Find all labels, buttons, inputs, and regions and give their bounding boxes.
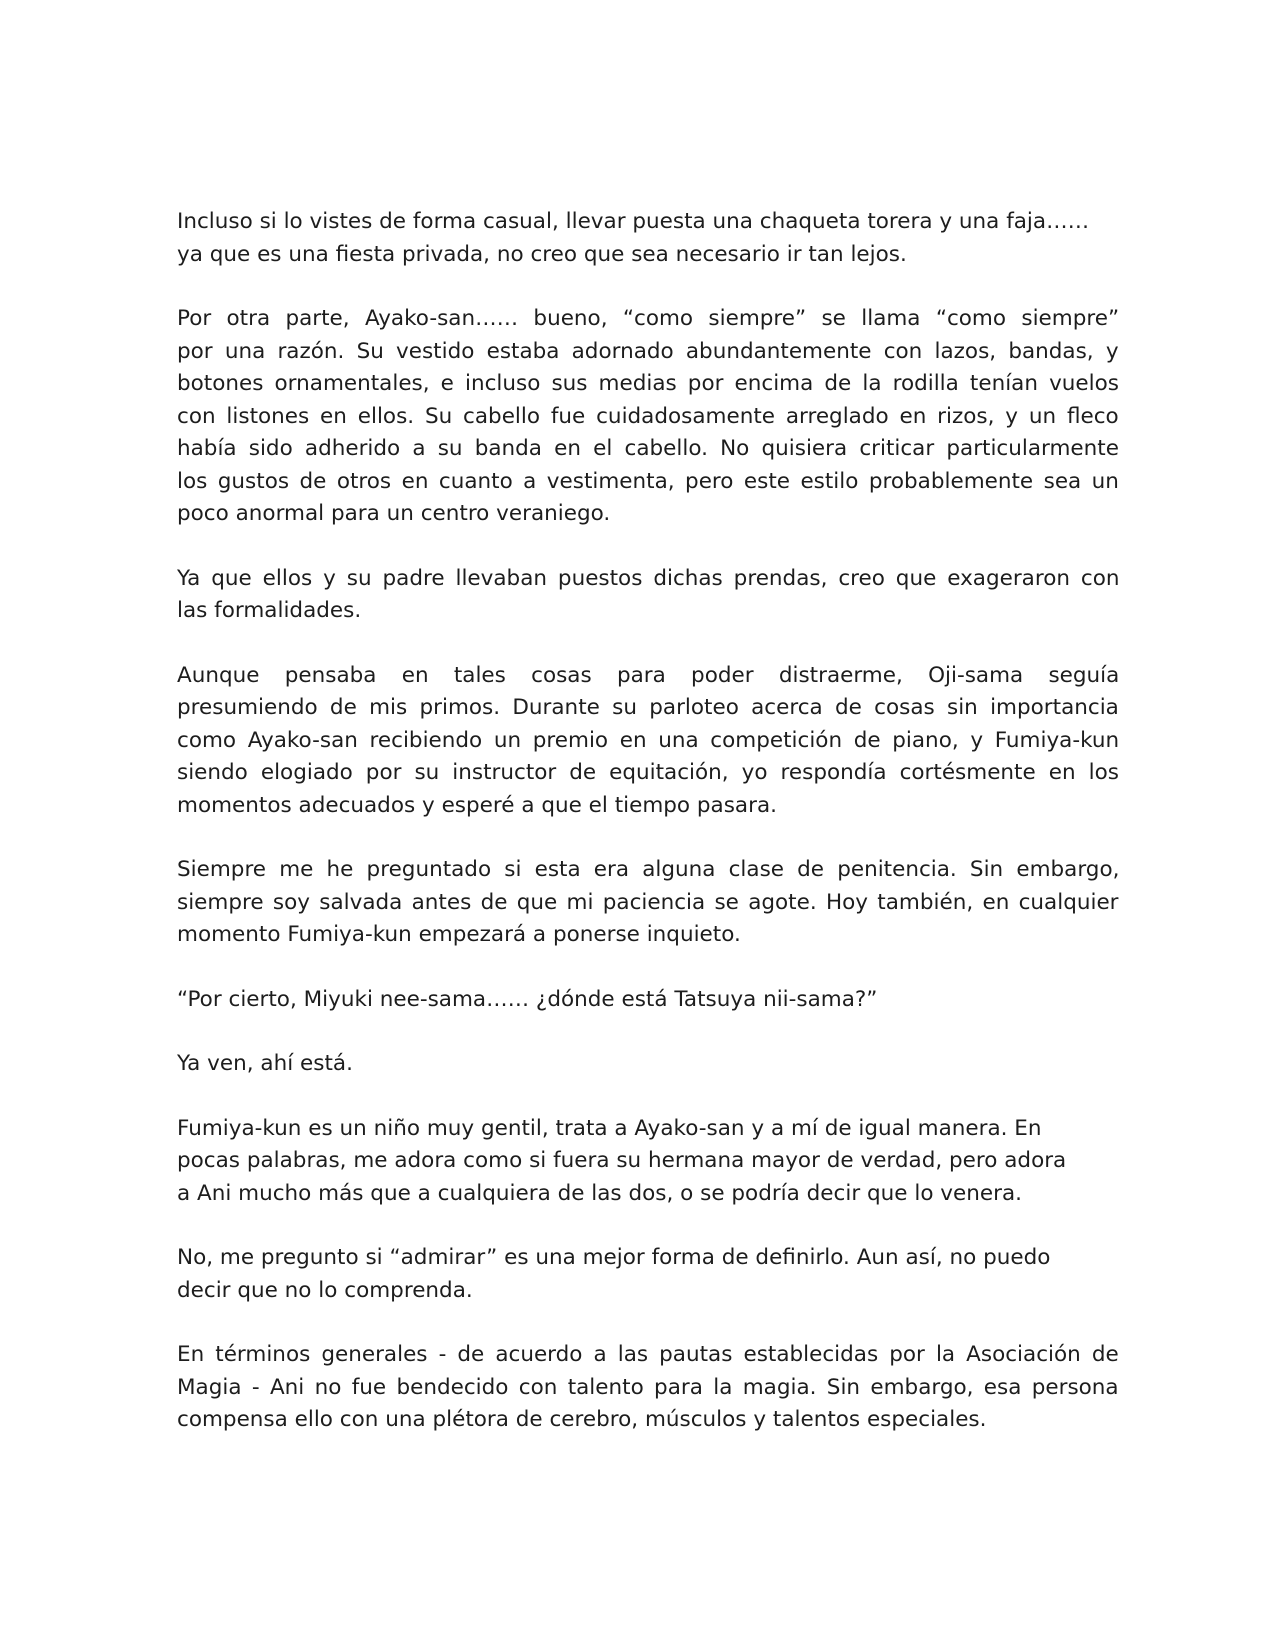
paragraph: [177, 1242, 1119, 1307]
text-line: por una razón. Su vestido estaba adornado abundantemente con lazos, bandas, y: [177, 338, 1119, 364]
text-line: a Ani mucho más que a cualquiera de las dos, o se podría decir que lo venera.: [177, 1180, 1022, 1206]
paragraph: [177, 303, 1119, 531]
paragraph: [177, 206, 1119, 271]
text-line: Ya ven, ahí está.: [177, 1051, 353, 1076]
text-line: botones ornamentales, e incluso sus medias por encima de la rodilla tenían vuelos: [177, 371, 1119, 396]
text-line: las formalidades.: [177, 598, 362, 623]
paragraph: [177, 984, 1119, 1017]
text-line: poco anormal para un centro veraniego.: [177, 501, 611, 526]
text-line: decir que no lo comprenda.: [177, 1277, 473, 1303]
text-line: Siempre me he preguntado si esta era alguna clase de penitencia. Sin embargo,: [177, 857, 1120, 882]
text-line: Aunque pensaba en tales cosas para poder distraerme, Oji-sama seguía: [177, 662, 1120, 688]
text-line: No, me pregunto si “admirar” es una mejor forma de definirlo. Aun así, no puedo: [177, 1245, 1051, 1270]
text-line: siendo elogiado por su instructor de equitación, yo respondía cortésmente en los: [177, 760, 1119, 785]
text-line: como Ayako-san recibiendo un premio en una competición de piano, y Fumiya-kun: [177, 727, 1120, 753]
text-line: presumiendo de mis primos. Durante su parloteo acerca de cosas sin importancia: [177, 695, 1119, 720]
text-line: ya que es una fiesta privada, no creo que sea necesario ir tan lejos.: [177, 241, 907, 267]
text-line: con listones en ellos. Su cabello fue cuidadosamente arreglado en rizos, y un fleco: [177, 403, 1119, 429]
paragraph: [177, 1339, 1119, 1437]
text-line: Incluso si lo vistes de forma casual, llevar puesta una chaqueta torera y una faja……: [177, 209, 1090, 234]
paragraph: [177, 660, 1119, 823]
text-line: pocas palabras, me adora como si fuera su hermana mayor de verdad, pero adora: [177, 1148, 1067, 1173]
text-line: los gustos de otros en cuanto a vestimenta, pero este estilo probablemente sea un: [177, 468, 1119, 494]
text-line: Magia - Ani no fue bendecido con talento para la magia. Sin embargo, esa persona: [177, 1374, 1119, 1400]
text-line: había sido adherido a su banda en el cabello. No quisiera criticar particularmente: [177, 436, 1119, 461]
paragraph: [177, 1048, 1119, 1081]
text-line: “Por cierto, Miyuki nee-sama…… ¿dónde está Tatsuya nii-sama?”: [177, 986, 878, 1012]
text-line: Fumiya-kun es un niño muy gentil, trata a Ayako-san y a mí de igual manera. En: [177, 1115, 1042, 1141]
text-line: Ya que ellos y su padre llevaban puestos dichas prendas, creo que exageraron con: [177, 565, 1120, 591]
text-line: En términos generales - de acuerdo a las pautas establecidas por la Asociación de: [177, 1342, 1119, 1367]
text-line: momentos adecuados y esperé a que el tiempo pasara.: [177, 792, 777, 818]
paragraph: [177, 1113, 1119, 1211]
paragraph: [177, 854, 1119, 952]
text-line: Por otra parte, Ayako-san…… bueno, “como siempre” se llama “como siempre”: [177, 306, 1120, 331]
text-line: momento Fumiya-kun empezará a ponerse inquieto.: [177, 922, 741, 947]
text-line: siempre soy salvada antes de que mi paciencia se agote. Hoy también, en cualquier: [177, 889, 1119, 915]
paragraph: [177, 563, 1119, 628]
document-page: [177, 206, 1119, 1469]
text-line: compensa ello con una plétora de cerebro, músculos y talentos especiales.: [177, 1407, 987, 1432]
